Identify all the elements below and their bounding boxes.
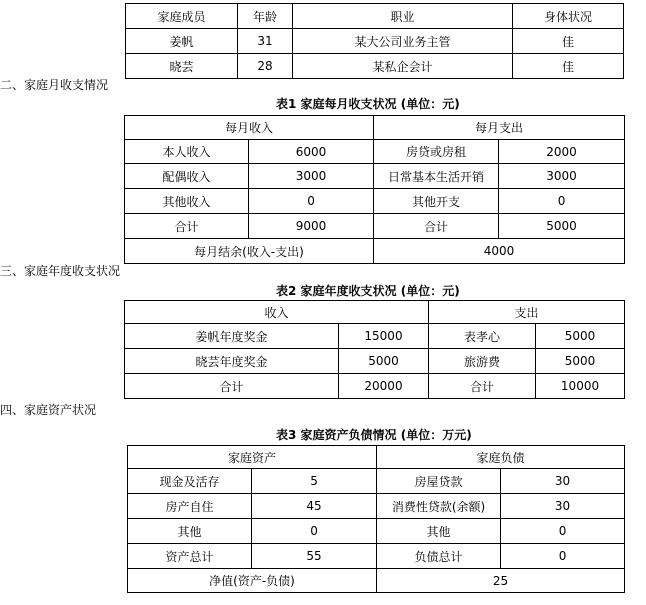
annual-table: [124, 300, 625, 399]
member-job: 某大公司业务主管: [293, 29, 513, 54]
table-row: [128, 469, 625, 494]
liability-label: 负债总计: [377, 544, 501, 569]
net-worth-label: 净值(资产-负债): [128, 569, 377, 593]
monthly-balance-label: 每月结余(收入-支出): [125, 239, 374, 264]
expense-value: 3000: [499, 164, 625, 189]
income-label: 其他收入: [125, 189, 249, 214]
members-header-cell: 身体状况: [513, 4, 624, 29]
income-label: 本人收入: [125, 140, 249, 164]
monthly-balance-value: 4000: [374, 239, 625, 264]
income-value: 6000: [249, 140, 374, 164]
asset-value: 55: [252, 544, 377, 569]
table-row: [125, 239, 625, 264]
member-name: 姜帆: [126, 29, 238, 54]
income-value: 15000: [339, 324, 429, 349]
income-label: 合计: [125, 374, 339, 399]
expense-label: 房贷或房租: [374, 140, 499, 164]
table2-caption: 表2 家庭年度收支状况 (单位：元): [276, 284, 460, 298]
expense-label: 其他开支: [374, 189, 499, 214]
asset-value: 0: [252, 519, 377, 544]
income-value: 0: [249, 189, 374, 214]
table1-header-row: [125, 116, 625, 140]
expense-value: 5000: [499, 214, 625, 239]
liability-value: 30: [501, 469, 625, 494]
members-header-cell: 年龄: [238, 4, 293, 29]
income-label: 姜帆年度奖金: [125, 324, 339, 349]
table-row: [128, 519, 625, 544]
monthly-table: [124, 115, 625, 264]
liability-label: 房屋贷款: [377, 469, 501, 494]
table-row: [125, 164, 625, 189]
table-row: [125, 140, 625, 164]
annual-expense-header: 支出: [429, 301, 625, 324]
table-row: [126, 54, 624, 79]
table1-caption: 表1 家庭每月收支状况 (单位：元): [276, 97, 460, 111]
table-row: [125, 324, 625, 349]
section-heading-assets: 四、家庭资产状况: [0, 403, 97, 417]
table2-header-row: [125, 301, 625, 324]
member-age: 31: [238, 29, 293, 54]
table-row: [125, 189, 625, 214]
liability-value: 0: [501, 519, 625, 544]
asset-label: 其他: [128, 519, 252, 544]
table-row: [128, 544, 625, 569]
liabilities-header: 家庭负债: [377, 446, 625, 469]
liability-label: 消费性贷款(余额): [377, 494, 501, 519]
member-health: 佳: [513, 29, 624, 54]
income-value: 20000: [339, 374, 429, 399]
expense-value: 2000: [499, 140, 625, 164]
table-row: [125, 349, 625, 374]
liability-value: 30: [501, 494, 625, 519]
table-row: [128, 494, 625, 519]
income-label: 合计: [125, 214, 249, 239]
asset-label: 房产自住: [128, 494, 252, 519]
expense-label: 日常基本生活开销: [374, 164, 499, 189]
monthly-expense-header: 每月支出: [374, 116, 625, 140]
expense-value: 0: [499, 189, 625, 214]
annual-income-header: 收入: [125, 301, 429, 324]
section-heading-annual: 三、家庭年度收支状况: [0, 264, 121, 278]
member-name: 晓芸: [126, 54, 238, 79]
member-health: 佳: [513, 54, 624, 79]
monthly-income-header: 每月收入: [125, 116, 374, 140]
asset-label: 现金及活存: [128, 469, 252, 494]
asset-value: 45: [252, 494, 377, 519]
members-table: [125, 3, 624, 79]
members-header-cell: 职业: [293, 4, 513, 29]
table-row: [125, 374, 625, 399]
table3-caption: 表3 家庭资产负债情况 (单位：万元): [276, 428, 472, 442]
asset-value: 5: [252, 469, 377, 494]
member-job: 某私企会计: [293, 54, 513, 79]
liability-label: 其他: [377, 519, 501, 544]
member-age: 28: [238, 54, 293, 79]
table-row: [126, 29, 624, 54]
liability-value: 0: [501, 544, 625, 569]
income-value: 9000: [249, 214, 374, 239]
income-value: 3000: [249, 164, 374, 189]
table-row: [125, 214, 625, 239]
income-label: 晓芸年度奖金: [125, 349, 339, 374]
members-header-row: [126, 4, 624, 29]
expense-label: 表孝心: [429, 324, 536, 349]
expense-label: 合计: [429, 374, 536, 399]
expense-value: 5000: [536, 324, 625, 349]
table-row: [128, 569, 625, 593]
assets-table: [127, 445, 625, 593]
assets-header: 家庭资产: [128, 446, 377, 469]
net-worth-value: 25: [377, 569, 625, 593]
income-value: 5000: [339, 349, 429, 374]
asset-label: 资产总计: [128, 544, 252, 569]
members-header-cell: 家庭成员: [126, 4, 238, 29]
expense-value: 5000: [536, 349, 625, 374]
income-label: 配偶收入: [125, 164, 249, 189]
expense-label: 旅游费: [429, 349, 536, 374]
table3-header-row: [128, 446, 625, 469]
expense-label: 合计: [374, 214, 499, 239]
section-heading-monthly: 二、家庭月收支情况: [0, 78, 109, 92]
expense-value: 10000: [536, 374, 625, 399]
